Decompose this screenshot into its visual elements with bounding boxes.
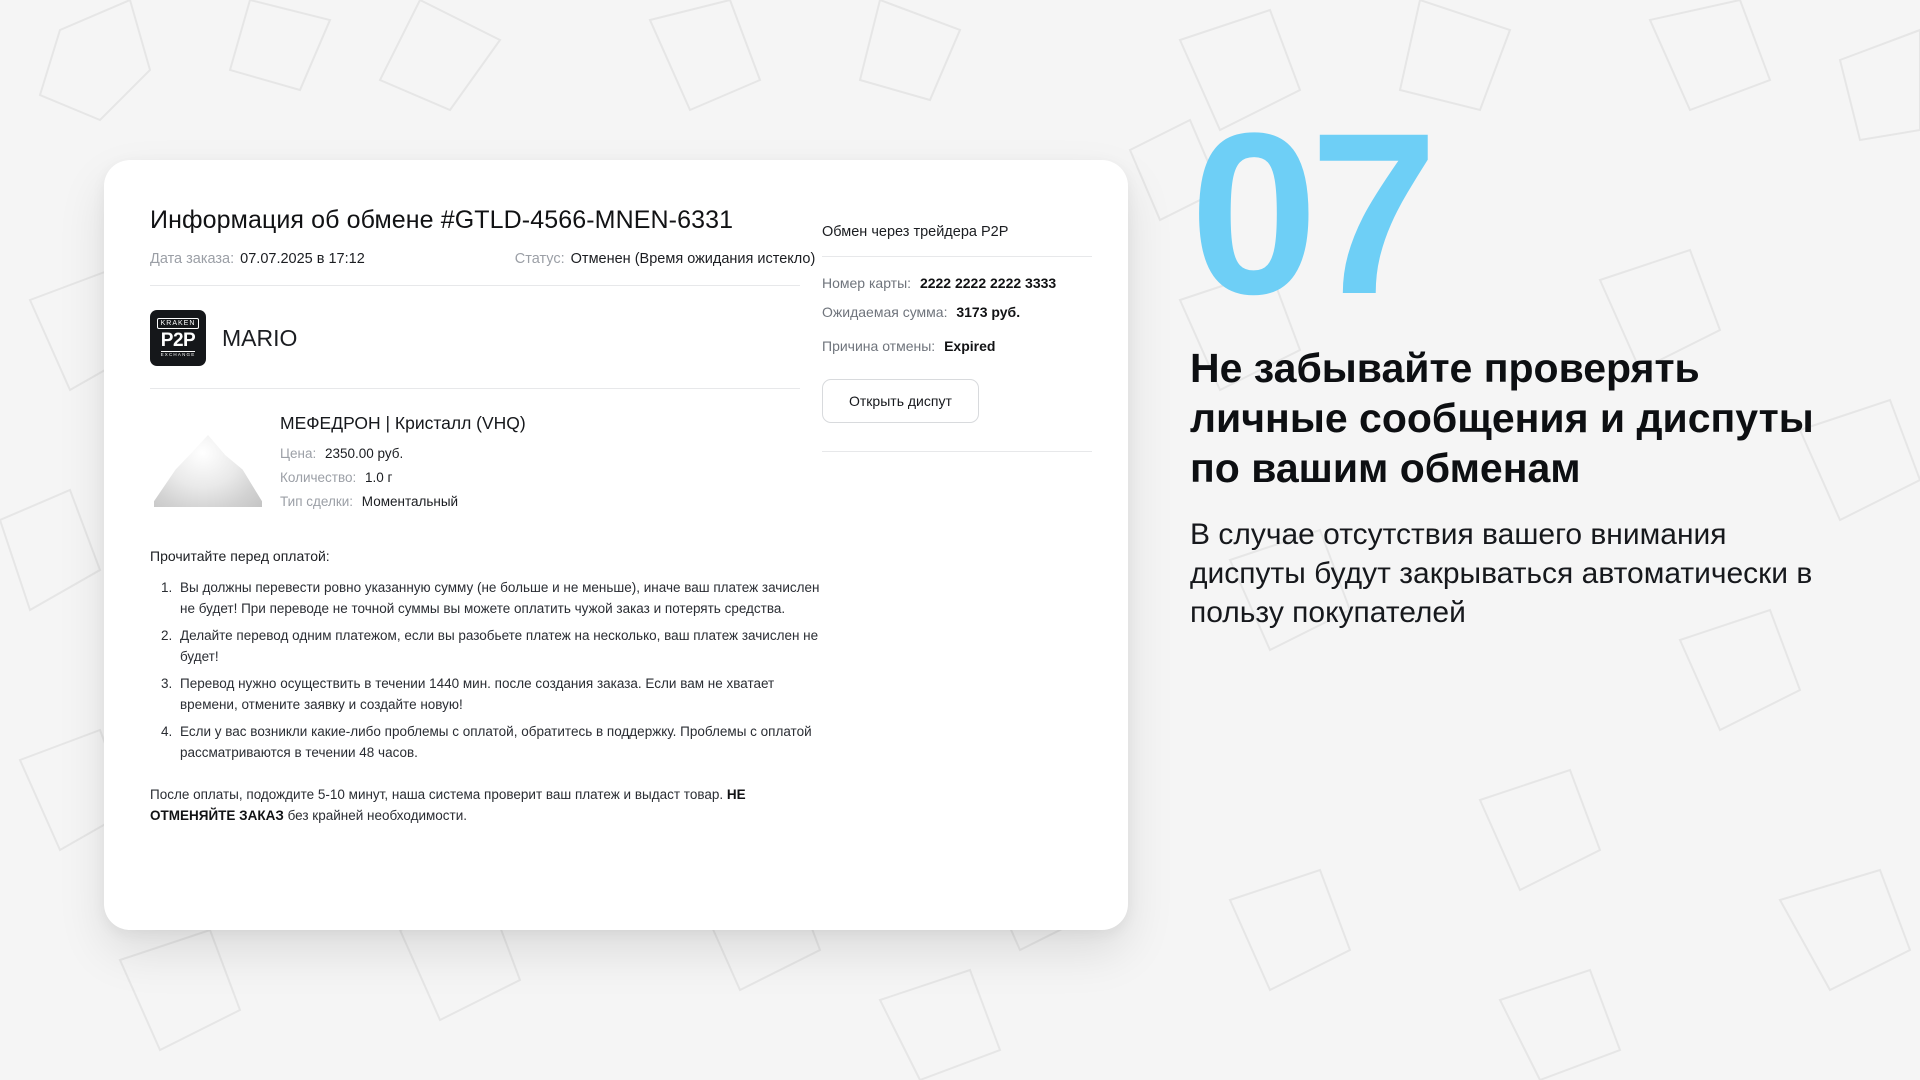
quantity-label: Количество: <box>280 470 357 485</box>
logo-bottom-text: EXCHANGE <box>160 352 196 358</box>
divider-top <box>150 285 800 286</box>
crystal-pile-shape <box>154 435 262 507</box>
product-info <box>280 411 526 518</box>
promo-step-number: 07 <box>1190 85 1430 342</box>
kraken-p2p-logo-icon <box>150 310 206 366</box>
status-label: Статус: <box>514 251 565 267</box>
list-item: 2. Делайте перевод одним платежом, если вы разобьете платеж на несколько, ваш платеж зачислен не будет! <box>176 626 826 667</box>
p2p-body <box>822 257 1092 452</box>
order-date-label: Дата заказа: <box>150 251 235 267</box>
logo-mid-text: P2P <box>160 330 196 352</box>
product-image <box>150 411 266 511</box>
p2p-panel <box>822 224 1092 452</box>
card-number-label: Номер карты: <box>822 275 912 291</box>
cancel-reason-row <box>822 338 1092 354</box>
expected-amount-row <box>822 304 1092 320</box>
product-name: МЕФЕДРОН | Кристалл (VHQ) <box>280 413 526 433</box>
product-price <box>280 446 526 461</box>
footer-note-part2: без крайней необходимости. <box>283 808 468 824</box>
exchange-info-card <box>104 160 1128 930</box>
seller-name: MARIO <box>222 324 298 351</box>
product-deal-type <box>280 494 526 509</box>
price-label: Цена: <box>280 446 317 461</box>
p2p-divider-bottom <box>822 451 1092 452</box>
footer-note-part1: После оплаты, подождите 5-10 минут, наша система проверит ваш платеж и выдаст товар. <box>150 787 727 803</box>
cancel-reason-value: Expired <box>944 338 996 354</box>
payment-rules-list <box>150 578 1088 763</box>
list-item: 1. Вы должны перевести ровно указанную сумму (не больше и не меньше), иначе ваш платеж зачислен не будет! При переводе не точной суммы вы можете оплатить чужой заказ и потерять средства. <box>176 578 826 619</box>
page-title: Информация об обмене #GTLD-4566-MNEN-6331 <box>150 206 734 234</box>
product-quantity <box>280 470 526 485</box>
promo-block <box>1190 85 1870 632</box>
expected-amount-value: 3173 руб. <box>956 304 1021 320</box>
logo-top-text: KRAKEN <box>157 318 200 329</box>
card-number-row <box>822 275 1092 291</box>
list-item: 4. Если у вас возникли какие-либо проблемы с оплатой, обратитесь в поддержку. Проблемы с оплатой рассматриваются в течении 48 часов. <box>176 722 826 763</box>
p2p-title: Обмен через трейдера P2P <box>822 224 1009 240</box>
footer-note-bold: НЕ ОТМЕНЯЙТЕ ЗАКАЗ <box>150 787 746 824</box>
status-badge: Отменен (Время ожидания истекло) <box>570 251 816 267</box>
deal-type-value: Моментальный <box>361 494 459 509</box>
deal-type-label: Тип сделки: <box>280 494 354 509</box>
divider-seller <box>150 388 800 389</box>
expected-amount-label: Ожидаемая сумма: <box>822 304 948 320</box>
cancel-reason-label: Причина отмены: <box>822 338 936 354</box>
quantity-value: 1.0 г <box>365 470 393 485</box>
list-item: 3. Перевод нужно осуществить в течении 1440 мин. после создания заказа. Если вам не хватает времени, отмените заявку и создайте новую! <box>176 674 826 715</box>
price-value: 2350.00 руб. <box>324 446 404 461</box>
payment-footer-note <box>150 785 790 827</box>
open-dispute-button[interactable]: Открыть диспут <box>822 379 979 423</box>
promo-headline: Не забывайте проверять личные сообщения и диспуты по вашим обменам <box>1190 344 1814 491</box>
promo-subline: В случае отсутствия вашего внимания диспуты будут закрываться автоматически в пользу покупателей <box>1190 517 1813 629</box>
card-number-value[interactable]: 2222 2222 2222 3333 <box>919 275 1057 291</box>
read-before-heading: Прочитайте перед оплатой: <box>150 548 330 564</box>
order-date-value: 07.07.2025 в 17:12 <box>240 251 365 267</box>
